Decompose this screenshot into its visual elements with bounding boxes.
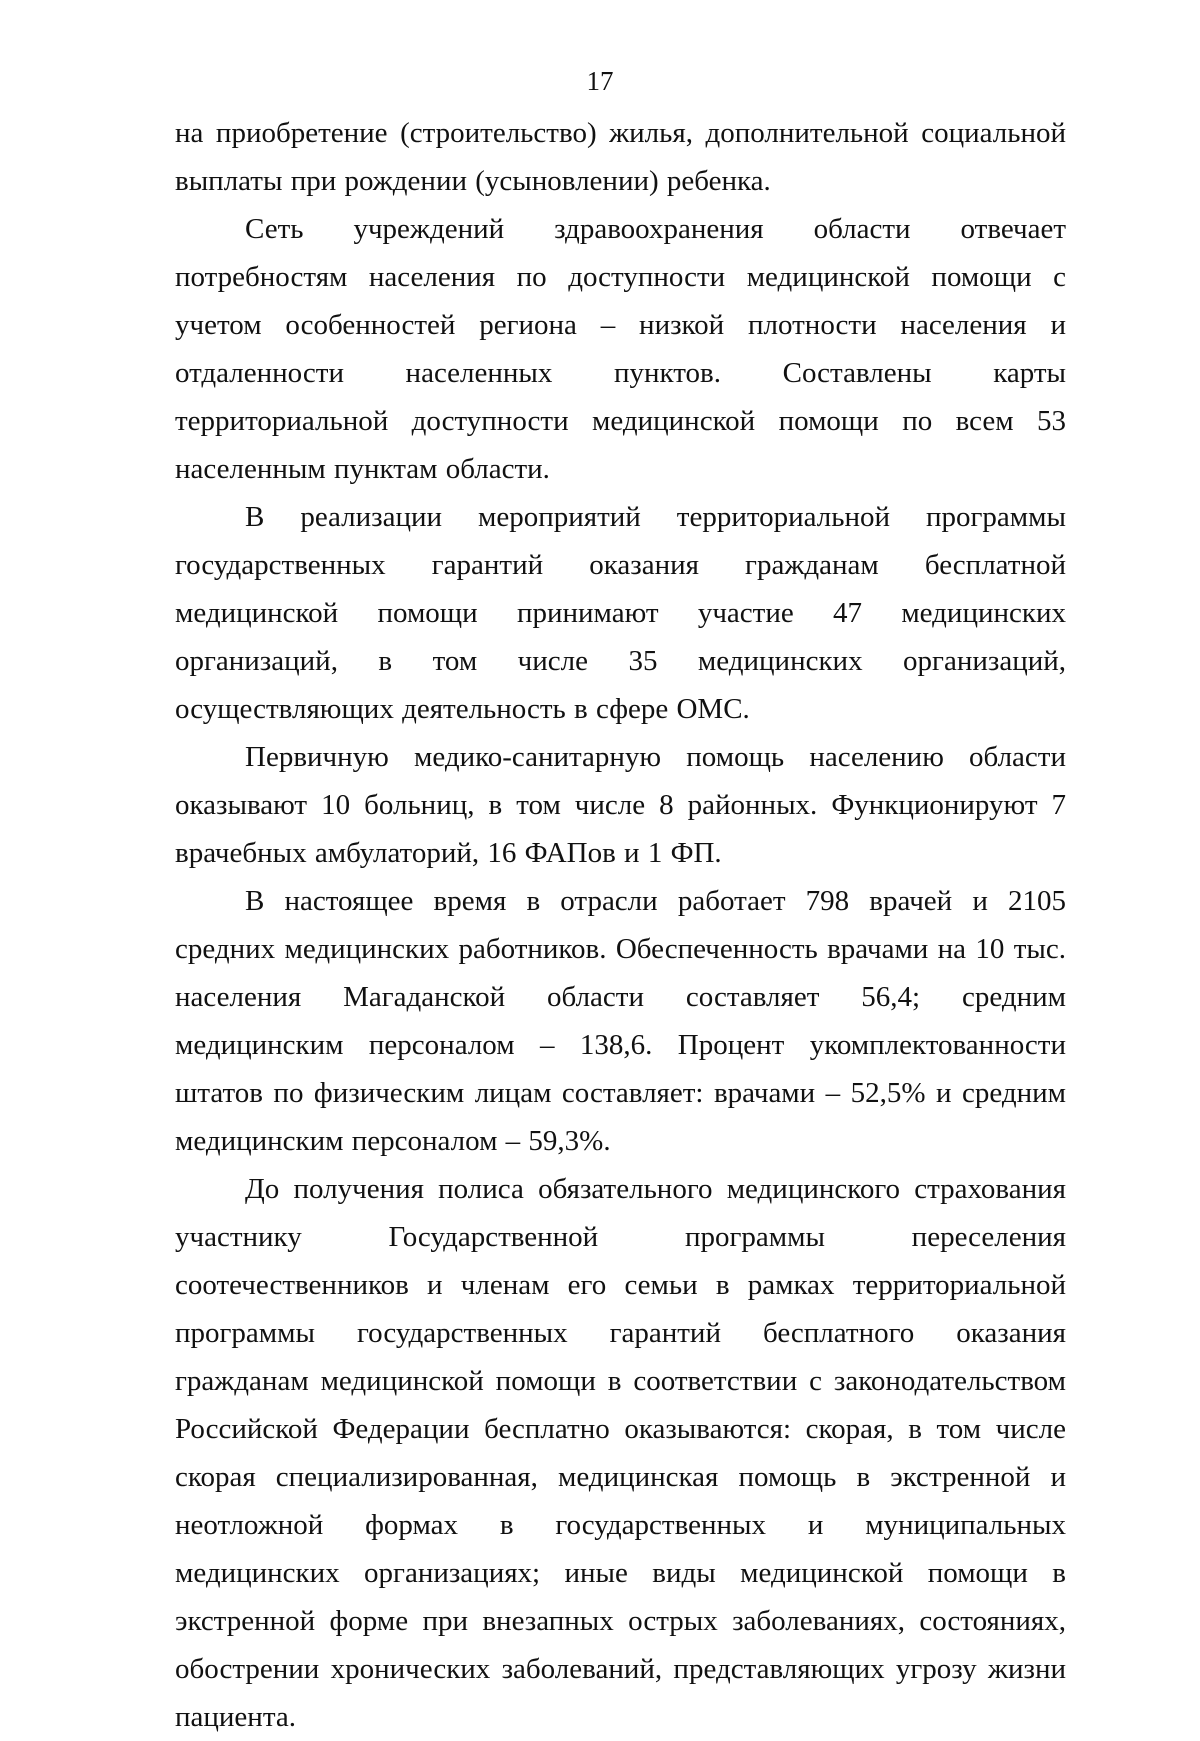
document-body — [175, 109, 1066, 1741]
paragraph-staffing: В настоящее время в отрасли работает 798 врачей и 2105 средних медицинских работников. Обеспеченность врачами на 10 тыс. населения Магаданской области составляет 56,4; средним медицинским персоналом – 138,6. Процент укомплектованности штатов по физическим лицам составляет: врачами – 52,5% и средним медицинским персоналом – 59,3%. — [175, 885, 1066, 1157]
paragraph-primary-care: Первичную медико-санитарную помощь населению области оказывают 10 больниц, в том числе 8 районных. Функционируют 7 врачебных амбулаторий, 16 ФАПов и 1 ФП. — [175, 741, 1066, 869]
paragraph-continuation: на приобретение (строительство) жилья, дополнительной социальной выплаты при рождении (усыновлении) ребенка. — [175, 117, 1066, 197]
page-number: 17 — [586, 66, 614, 96]
paragraph-program-participants: В реализации мероприятий территориальной программы государственных гарантий оказания гражданам бесплатной медицинской помощи принимают участие 47 медицинских организаций, в том числе 35 медицинских организаций, осуществляющих деятельность в сфере ОМС. — [175, 501, 1066, 725]
paragraph-free-medical-care: До получения полиса обязательного медицинского страхования участнику Государственной программы переселения соотечественников и членам его семьи в рамках территориальной программы государственных гарантий бесплатного оказания гражданам медицинской помощи в соответствии с законодательством Российской Федерации бесплатно оказываются: скорая, в том числе скорая специализированная, медицинская помощь в экстренной и неотложной формах в государственных и муниципальных медицинских организациях; иные виды медицинской помощи в экстренной форме при внезапных острых заболеваниях, состояниях, обострении хронических заболеваний, представляющих угрозу жизни пациента. — [175, 1173, 1066, 1733]
paragraph-healthcare-network: Сеть учреждений здравоохранения области отвечает потребностям населения по доступности медицинской помощи с учетом особенностей региона – низкой плотности населения и отдаленности населенных пунктов. Составлены карты территориальной доступности медицинской помощи по всем 53 населенным пунктам области. — [175, 213, 1066, 485]
